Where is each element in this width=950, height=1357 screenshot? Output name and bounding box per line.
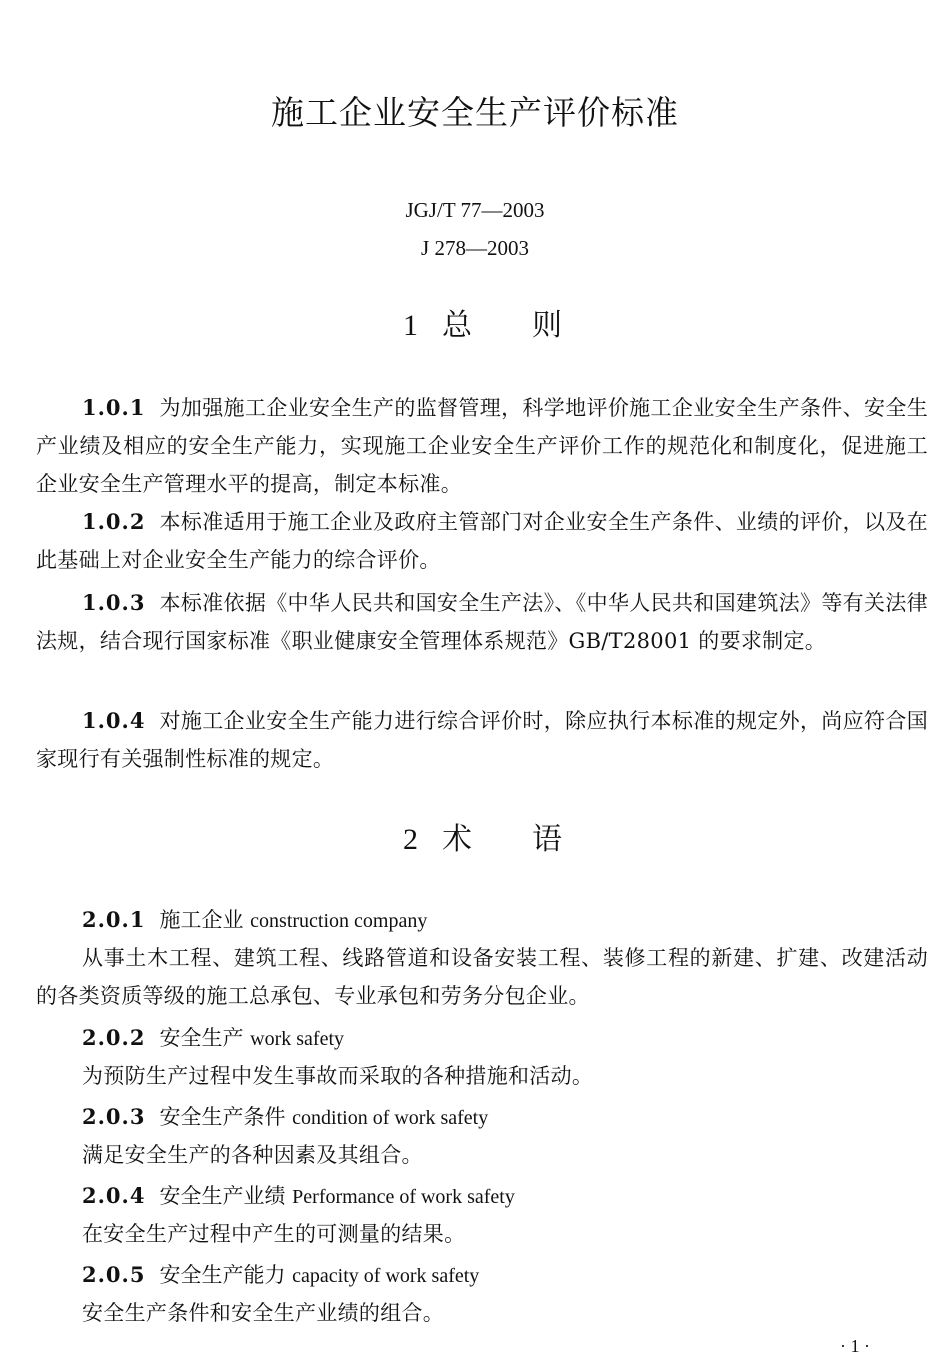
clause-1-0-4	[36, 702, 928, 778]
clause-text: 本标准适用于施工企业及政府主管部门对企业安全生产条件、业绩的评价，以及在此基础上对企业安全生产能力的综合评价。	[36, 510, 928, 572]
term-number: 2.0.4	[82, 1183, 146, 1208]
clause-number: 1.0.2	[82, 509, 146, 534]
term-en: capacity of work safety	[292, 1265, 480, 1287]
term-zh: 安全生产	[159, 1026, 244, 1050]
clause-number: 1.0.3	[82, 590, 146, 615]
page-number: · 1 ·	[840, 1336, 870, 1356]
term-en: condition of work safety	[292, 1107, 489, 1129]
term-en: construction company	[250, 910, 428, 932]
term-definition: 满足安全生产的各种因素及其组合。	[82, 1143, 423, 1167]
term-2-0-1	[82, 901, 928, 940]
term-2-0-5	[82, 1256, 928, 1295]
document-title: 施工企业安全生产评价标准	[271, 93, 679, 132]
term-definition: 为预防生产过程中发生事故而采取的各种措施和活动。	[82, 1064, 594, 1088]
clause-text: 为加强施工企业安全生产的监督管理，科学地评价施工企业安全生产条件、安全生产业绩及相应的安全生产能力，实现施工企业安全生产评价工作的规范化和制度化，促进施工企业安全生产管理水平的提高，制定本标准。	[36, 396, 928, 496]
chapter-1-heading	[0, 304, 950, 348]
clause-text: 对施工企业安全生产能力进行综合评价时，除应执行本标准的规定外，尚应符合国家现行有关强制性标准的规定。	[36, 709, 928, 771]
clause-1-0-3	[36, 584, 928, 660]
clause-1-0-1	[36, 389, 928, 503]
term-definition: 安全生产条件和安全生产业绩的组合。	[82, 1301, 445, 1325]
record-code: J 278—2003	[421, 236, 529, 260]
chapter-title-char: 则	[532, 308, 562, 343]
standard-code: JGJ/T 77—2003	[405, 198, 545, 222]
term-zh: 安全生产条件	[159, 1105, 286, 1129]
clause-number: 1.0.4	[82, 708, 146, 733]
term-zh: 安全生产能力	[159, 1263, 286, 1287]
chapter-number: 2	[403, 823, 418, 856]
term-number: 2.0.1	[82, 907, 146, 932]
chapter-title-char: 总	[442, 308, 472, 343]
term-2-0-3	[82, 1098, 928, 1137]
term-number: 2.0.2	[82, 1025, 146, 1050]
chapter-title-char: 语	[532, 822, 562, 857]
term-en: work safety	[250, 1028, 345, 1050]
clause-text: 本标准依据《中华人民共和国安全生产法》、《中华人民共和国建筑法》等有关法律法规，结合现行国家标准《职业健康安全管理体系规范》GB/T28001 的要求制定。	[36, 591, 928, 653]
chapter-2-heading	[0, 818, 950, 862]
term-definition: 在安全生产过程中产生的可测量的结果。	[82, 1222, 466, 1246]
term-zh: 施工企业	[159, 908, 244, 932]
term-2-0-4	[82, 1177, 928, 1216]
clause-number: 1.0.1	[82, 395, 146, 420]
term-2-0-2	[82, 1019, 928, 1058]
term-number: 2.0.5	[82, 1262, 146, 1287]
chapter-title-char: 术	[442, 822, 472, 857]
clause-1-0-2	[36, 503, 928, 579]
term-definition: 从事土木工程、建筑工程、线路管道和设备安装工程、装修工程的新建、扩建、改建活动的各类资质等级的施工总承包、专业承包和劳务分包企业。	[36, 946, 928, 1008]
term-en: Performance of work safety	[292, 1186, 515, 1208]
term-zh: 安全生产业绩	[159, 1184, 286, 1208]
term-number: 2.0.3	[82, 1104, 146, 1129]
chapter-number: 1	[403, 309, 418, 342]
